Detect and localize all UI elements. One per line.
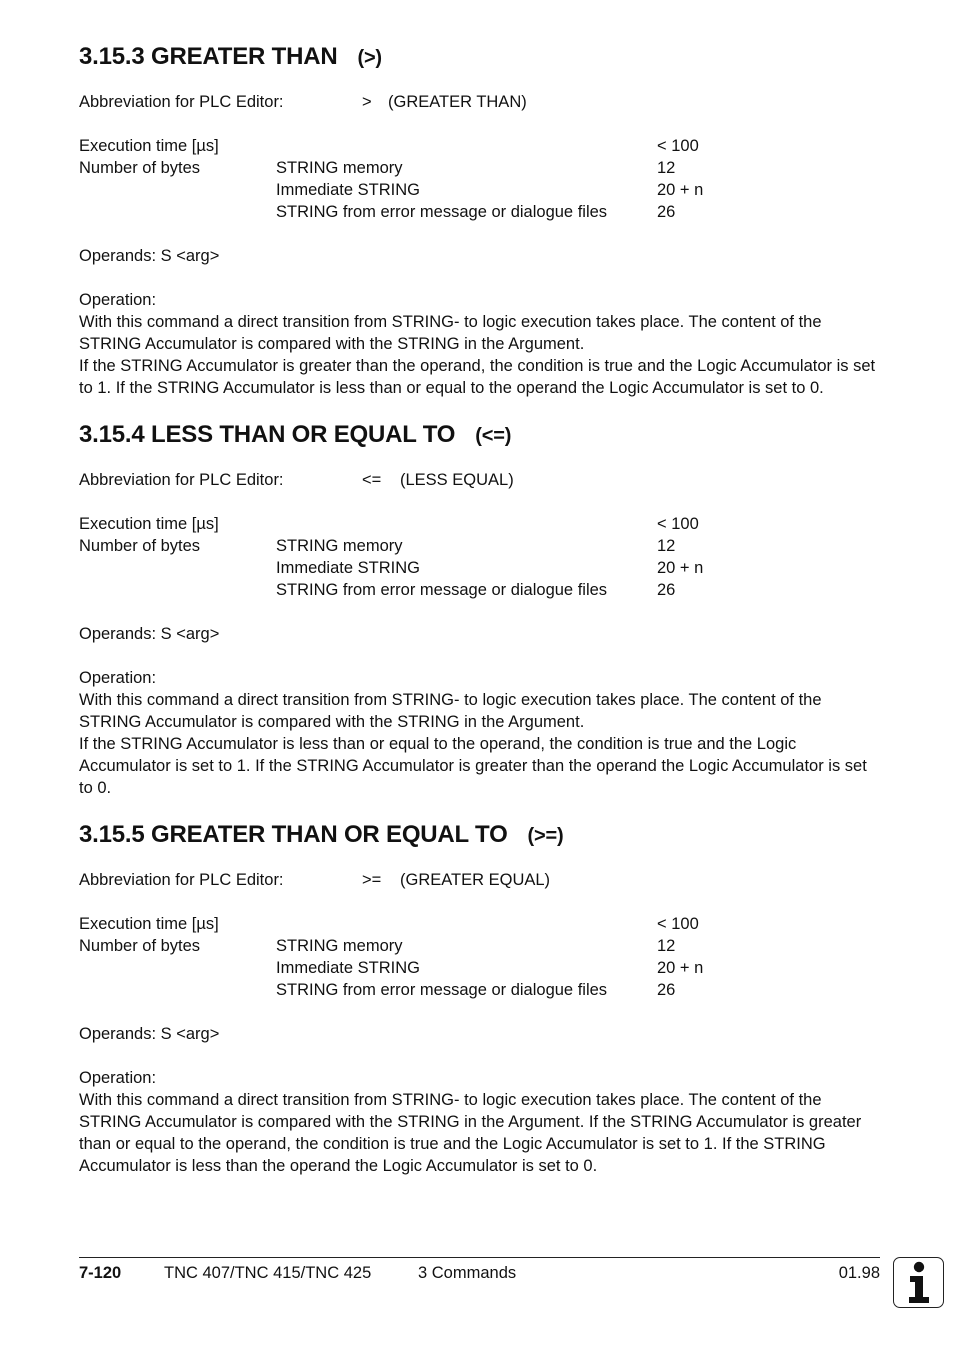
abbreviation-code: <= <box>362 471 382 489</box>
section-greater-than <box>79 43 879 399</box>
bytes-row-value: 20 + n <box>657 959 704 977</box>
exec-time-value: < 100 <box>657 915 699 933</box>
bytes-row-value: 26 <box>657 981 676 999</box>
exec-time-label: Execution time [µs] <box>79 515 219 533</box>
section-symbol: (<=) <box>475 425 512 447</box>
bytes-row-label: STRING from error message or dialogue files <box>276 203 608 221</box>
product-name: TNC 407/TNC 415/TNC 425 <box>164 1264 372 1282</box>
section-heading: 3.15.5 GREATER THAN OR EQUAL TO (>=) <box>79 821 564 848</box>
section-heading: 3.15.4 LESS THAN OR EQUAL TO (<=) <box>79 421 512 448</box>
bytes-row-value: 12 <box>657 159 676 177</box>
bytes-row-value: 20 + n <box>657 181 704 199</box>
bytes-label: Number of bytes <box>79 537 201 555</box>
abbreviation-label: Abbreviation for PLC Editor: <box>79 471 284 489</box>
bytes-row-value: 12 <box>657 937 676 955</box>
exec-time-label: Execution time [µs] <box>79 915 219 933</box>
bytes-row-label: STRING memory <box>276 937 403 955</box>
info-icon-glyph <box>904 1261 934 1305</box>
bytes-row-label: STRING from error message or dialogue files <box>276 981 608 999</box>
bytes-row-label: Immediate STRING <box>276 959 420 977</box>
abbreviation-label: Abbreviation for PLC Editor: <box>79 871 284 889</box>
bytes-row-value: 12 <box>657 537 676 555</box>
operation-text: With this command a direct transition from STRING- to logic execution takes place. The content of the STRING Accumulator is compared with the STRING in the Argument. If the STRING Accumulator is less than or equal to the operand, the condition is true and the Logic Accumulator is set to 1. If the STRING Accumulator is greater than the operand the Logic Accumulator is set to 0. <box>79 691 867 797</box>
bytes-row-value: 26 <box>657 581 676 599</box>
abbreviation-line <box>79 869 879 891</box>
abbreviation-line <box>79 469 879 491</box>
operation-text: With this command a direct transition from STRING- to logic execution takes place. The content of the STRING Accumulator is compared with the STRING in the Argument. If the STRING Accumulator is greater than or equal to the operand, the condition is true and the Logic Accumulator is set to 1. If the STRING Accumulator is less than the operand the Logic Accumulator is set to 0. <box>79 1091 862 1175</box>
chapter-name: 3 Commands <box>418 1264 517 1282</box>
page-footer <box>79 1257 880 1282</box>
section-less-than-or-equal <box>79 421 879 799</box>
section-heading: 3.15.3 GREATER THAN (>) <box>79 43 382 70</box>
operation-label: Operation: <box>79 669 157 687</box>
info-icon <box>893 1257 944 1308</box>
operation-label: Operation: <box>79 1069 157 1087</box>
section-symbol: (>) <box>357 47 382 69</box>
exec-time-value: < 100 <box>657 515 699 533</box>
execution-table <box>79 135 879 223</box>
abbreviation-code: > <box>362 93 372 111</box>
operands-line: Operands: S <arg> <box>79 1025 220 1043</box>
abbreviation-code: >= <box>362 871 382 889</box>
abbreviation-desc: (GREATER THAN) <box>388 93 527 111</box>
operation-text: With this command a direct transition from STRING- to logic execution takes place. The content of the STRING Accumulator is compared with the STRING in the Argument. If the STRING Accumulator is greater than the operand, the condition is true and the Logic Accumulator is set to 1. If the STRING Accumulator is less than or equal to the operand the Logic Accumulator is set to 0. <box>79 313 876 397</box>
section-symbol: (>=) <box>527 825 564 847</box>
operands-line: Operands: S <arg> <box>79 625 220 643</box>
execution-table <box>79 913 879 1001</box>
bytes-row-label: STRING from error message or dialogue files <box>276 581 608 599</box>
operation-label: Operation: <box>79 291 157 309</box>
operands-line: Operands: S <arg> <box>79 247 220 265</box>
bytes-row-value: 26 <box>657 203 676 221</box>
document-date: 01.98 <box>838 1264 880 1282</box>
bytes-label: Number of bytes <box>79 159 201 177</box>
abbreviation-desc: (LESS EQUAL) <box>400 471 514 489</box>
bytes-row-label: Immediate STRING <box>276 559 420 577</box>
exec-time-value: < 100 <box>657 137 699 155</box>
section-greater-than-or-equal <box>79 821 879 1177</box>
execution-table <box>79 513 879 601</box>
abbreviation-label: Abbreviation for PLC Editor: <box>79 93 284 111</box>
abbreviation-line <box>79 91 879 113</box>
abbreviation-desc: (GREATER EQUAL) <box>400 871 551 889</box>
page-number: 7-120 <box>79 1264 122 1282</box>
bytes-row-label: Immediate STRING <box>276 181 420 199</box>
bytes-row-label: STRING memory <box>276 537 403 555</box>
bytes-row-value: 20 + n <box>657 559 704 577</box>
exec-time-label: Execution time [µs] <box>79 137 219 155</box>
bytes-row-label: STRING memory <box>276 159 403 177</box>
bytes-label: Number of bytes <box>79 937 201 955</box>
